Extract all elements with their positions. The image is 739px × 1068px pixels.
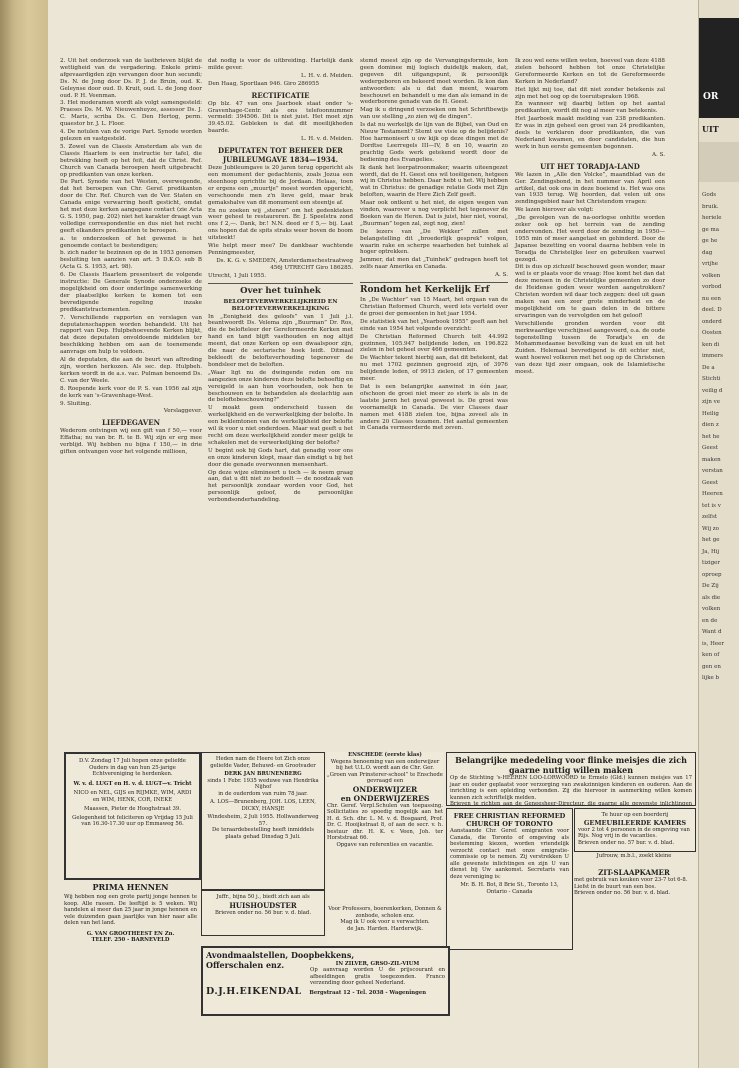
ad-phone: TELEF. 250 - BARNEVELD: [91, 937, 170, 943]
paragraph: U begint ook bij Gods hart, dat genadig voor ons en onze kinderen klopt, maar dan eindigt u bij het door die genade overwonnen mensenhart.: [208, 447, 353, 468]
ad-tail: Brieven onder no. 57 bur. v. d. blad.: [578, 839, 675, 846]
paragraph: 5. Zowel van de Classis Amsterdam als van de Classis Haarlem is een instructie ter tafel, die betrekking heeft op het feit, dat de Christ. Ref. Church van Canada beroepen heeft uitgebracht op predikanten van onze kerken.: [60, 143, 202, 178]
ad-body: Op aanvraag worden U de prijscourant en afbeeldingen gratis toegezonden. Franco verzending door geheel Nederland.: [310, 967, 445, 986]
ad-firm: G. VAN GROOTHEEST EN Zn.: [86, 930, 175, 937]
edge-line: heriele: [702, 215, 722, 221]
paragraph: Ik dank het leerpatroonmaker, waarin uiteengezet wordt, dat de H. Geest ons wil toeëigenen, hetgeen wij in Christus hebben. Daar hebt u het. Wij hebben wat in Christus: de genadige relatie Gods met Zijn beloften, waarin de Here Zich Zelf geeft.: [360, 164, 508, 199]
column-2: [208, 58, 353, 748]
newspaper-page: [48, 0, 698, 1068]
edge-line: deel. D: [702, 307, 722, 313]
ad-text: Mag ik U ook voor u verwachten.: [340, 919, 430, 925]
next-page-edge: [698, 0, 739, 1068]
ad-top: ENSCHEDE (eerste klas): [348, 752, 422, 758]
edge-line: bruik.: [702, 203, 719, 210]
paragraph: In „De Wachter” van 15 Maart, het orgaan van de Christian Reformed Church, werd iets verteld over de groei der gemeenten in het jaar 1954.: [360, 297, 508, 317]
ad-obituary: [201, 752, 325, 890]
edge-line: en de: [702, 617, 718, 624]
edge-line: het he: [702, 433, 720, 440]
edge-line: vorbod: [702, 284, 722, 290]
edge-line: verstan: [702, 468, 723, 474]
edge-line: volken: [702, 272, 721, 279]
heading-deputaten: DEPUTATEN TOT BEHEER DER JUBILEUMGAVE 1834—1934.: [218, 146, 343, 165]
ad-title: FREE CHRISTIAN REFORMED CHURCH OF TORONTO: [453, 812, 566, 828]
paragraph: Dat is een belangrijke aanwinst in één jaar, ofschoon de groei niet meer zo sterk is als in de laatste jaren het geval geweest is. De groei was voornamelijk in Canada. De vier Classes daar namen met 4188 zielen toe, bijna zoveel als in andere 20 Classes tezamen. Het aantal gemeenten in Canada vermeerderde met zeven.: [360, 383, 508, 432]
edge-line: immers: [702, 353, 723, 359]
paragraph: stemd moest zijn op de Vervangingsformule, kon geen dominee mij logisch duidelijk maken, dat, gegeven dit uitgangspunt, ik persoonlijk wedergeboren en bekeerd moet worden. Ik kon dan antwoorden: als u dat dan meent, waarom beschouwt en behandelt u me dan als iemand in de wederborene genade van de H. Geest.: [360, 58, 508, 106]
paragraph: En nu zoeken wij „stenen” om het gedenkteken weer geheel te restaureren. Br. J. Speelstra zond ons f 2,—. Dank, br.! N.N. deed er f 5,— bij. Laat ons hopen dat de spits straks weer boven de boom uitsteekt!: [208, 207, 353, 242]
paragraph: Op blz. 47 van ons Jaarboek staat onder 's-Gravenhage-Centr. als ons telefoonnummer vermeld: 394506. Dit is niet juist. Het moet zijn 39.45.02. Gebleken is dat dit moeilijkheden baarde.: [208, 100, 353, 135]
heading-kerkelijk-erf: Rondom het Kerkelijk Erf: [360, 285, 490, 296]
ad-kleine: [574, 853, 694, 867]
column-3: [360, 58, 508, 748]
signature: Ds. K. G. v. SMEDEN, Amsterdamschestraatweg 456j UTRECHT Giro 186285.: [216, 257, 353, 271]
ad-title: PRIMA HENNEN: [92, 882, 169, 892]
paragraph: In „Eenigheid des geloofs” van 1 Juli j.l. beantwoordt Ds. Velema zijn „Buurman” Dr. Ros, die de belofteleer der Gereformeerde Kerken met hand en tand blijft vasthouden en nog altijd meent, dat onze Kerken op een dwaalspoor zijn, die naar de sectarische hoek leidt. Ditmaal bekleedt de belofteverhouding tegenover de bondsleer met de beloften.: [208, 313, 353, 368]
ad-family-announcement: [64, 752, 201, 880]
edge-line: zijn ve: [702, 399, 721, 405]
edge-line: Geest: [702, 445, 718, 451]
ad-top: Te huur op een boerderij: [601, 812, 669, 818]
edge-line: maken: [702, 456, 721, 463]
ad-kamers: [574, 808, 696, 852]
ad-title: GEMEUBILEERDE KAMERS: [583, 818, 687, 827]
paragraph: Is dat nu werkelijk de lijn van de Bijbel, van Oud en Nieuw Testament? Stemt uw visie op de belijdenis? Hoe harmonieert u uw kijk op deze dingen met de Dordtse Leerregels III—IV, 8 en 10, waarin zo prachtig Gods werk getekend wordt door de bediening des Evangelies.: [360, 122, 508, 163]
ad-huishoudster: [201, 890, 325, 936]
ad-names: W. v. d. LUGT en H. v. d. LUGT—v. Tricht: [73, 780, 192, 787]
ad-text: in de ouderdom van ruim 78 jaar.: [218, 790, 308, 797]
edge-line: Ja, Hij: [702, 548, 720, 555]
masthead-block: [699, 18, 739, 118]
ad-body: Aanstaande Chr. Geref. emigranten voor Canada, die Toronto of omgeving als bestemming kiezen, worden vriendelijk verzocht contact met onze emigratie-commissie op te nemen. Zij verstrekken U alle gewenste inlichtingen en zijn U van dienst bij Uw aankomst. Secretaris van deze vereniging is:: [450, 828, 569, 880]
signature: A. S.: [494, 272, 508, 279]
paragraph: Ik zou wel eens willen weten, hoeveel van deze 4188 zielen behoord hebben tot onze Christelijke Gereformeerde Kerken en tot de Gereformeerde Kerken in Nederland?: [515, 58, 665, 85]
paragraph: 7. Verschillende rapporten en verslagen van deputatenschappen worden behandeld. Uit het rapport van Dep. Hulpbehoevende Kerken blijkt, dat deze deputaten onvoldoende middelen ter beschikking hebben om aan de toenemende aanvrage om hulp te voldoen.: [60, 314, 202, 356]
ad-body: met gebruik van keuken voor 23-7 tot 6-8. Liefst in de buurt van een bos.: [574, 877, 688, 890]
ad-brand: D.J.H.EIKENDAL: [206, 985, 302, 997]
heading-tuinhek: Over het tuinhek: [240, 285, 321, 296]
edge-line: is, Heer: [702, 640, 725, 647]
edge-line: De Zij: [702, 583, 719, 589]
paragraph: b. zich nader te bezinnen op de in 1953 genomen besluiting ten aanzien van art. 5 D.K.O. sub B (Acta G. S. 1953, art. 98).: [60, 250, 202, 271]
paragraph: 9. Sluiting.: [60, 400, 92, 407]
signature: L. H. v. d. Meiden.: [301, 72, 353, 79]
ad-text: De teraardebestelling heeft inmiddels plaats gehad Dinsdag 5 Juli.: [212, 827, 314, 840]
ad-children: NICO en NEL, GIJS en RIJMKE, WIM, ARDI en WIM, HENK, COR, INEKE: [73, 790, 192, 803]
edge-line: dag: [702, 249, 713, 256]
edge-line: nu een: [702, 295, 721, 302]
ad-family: A. LOS—Brunenberg, JOH. LOS, LEEN, DICKY, HANSJE: [210, 799, 316, 812]
ad-title: ONDERWIJZER: [352, 784, 418, 794]
signature: A. S.: [651, 151, 665, 158]
address: Den Haag, Sportlaan 946. Giro 286955: [208, 80, 320, 87]
ad-tail: Brieven onder no. 56 bur. v. d. blad.: [574, 890, 671, 896]
heading-rectificatie: RECTIFICATIE: [251, 90, 310, 100]
ad-text: sinds 1 Febr. 1935 weduwe van Hendrika Nijhof: [207, 777, 319, 790]
ad-hennen: [64, 880, 197, 1040]
paragraph: En wanneer wij daarbij letten op het aantal predikanten, wordt dit nog al meer van betekenis.: [515, 101, 665, 115]
paragraph: „Waar ligt nu de dwingende reden om nu aangezien onze kinderen deze belofte behoeftig en vereigeld is aan hun voorhouden, ook hen te beschouwen en te behandelen als deelachtig aan de beloftebeschouwing?”: [208, 369, 353, 404]
edge-line: oproep: [702, 571, 722, 578]
signature: L. H. v. d. Meiden.: [301, 136, 353, 143]
edge-line: De a: [702, 364, 715, 371]
dateline: Utrecht, 1 Juli 1955.: [208, 272, 267, 279]
photo-fragment: [699, 142, 739, 182]
paragraph: 3. Het moderamen wordt als volgt samengesteld: Praeses Ds. M. W. Nieuwenhuyze, assessor Ds. J. C. Maris, scriba Ds. C. Den Hertog, perm. quaestor br. J. L. Floor.: [60, 100, 202, 128]
heading-toradja: UIT HET TORADJA-LAND: [540, 161, 640, 171]
paragraph: Op deze wijze elimineert u toch — ik neem graag aan, dat u dit niet zo bedoelt — de noodzaak van het persoonlijk zondaar worden voor God, het persoonlijk geloof, de persoonlijke verbondsonderhandeling.: [208, 469, 353, 504]
ad-address: Mr. B. H. Bot, 8 Brie St., Toronto 13, Ontario - Canada: [460, 882, 559, 895]
column-4: [515, 58, 665, 748]
ad-address: Bergstraat 12 - Tel. 2038 - Wageningen: [309, 989, 427, 996]
paragraph: Verschillende gronden worden voor dit merkwaardige verschijnsel aangevoerd, o.a. de oude tegenstelling tussen de Toradja's en de Mohammedaanse bevolking van de kust en uit het Zuiden. Helemaal bevredigend is dit echter niet, want hoewel volkeren met het oog op de Christenen van deze tijd zeer omgaan, ook de Islamietische moest.: [515, 320, 665, 376]
edge-line: vrijhe: [702, 261, 718, 267]
edge-line: Want d: [702, 629, 722, 635]
edge-line: zelfst: [702, 514, 717, 520]
ad-enschede: [327, 752, 443, 904]
signature: Verslaggever.: [163, 408, 202, 415]
edge-line: als die: [702, 594, 721, 601]
paragraph: Het lijkt mij toe, dat dit niet zonder betekenis zal zijn met het oog op de toeruitspraken 1968.: [515, 86, 665, 100]
paragraph: 4. De notulen van de vorige Part. Synode worden gelezen en vastgesteld.: [60, 129, 202, 142]
paragraph: De lezers van „De Wekker” zullen met belangstelling dit „broederlijk gesprek” volgen, waarin rake en scherpe waarheden het tuinhek al hoger optrekken.: [360, 228, 508, 256]
edge-line: lijke b: [702, 675, 720, 681]
paragraph: 8. Roepende kerk voor de P. S. van 1956 zal zijn de kerk van 's-Gravenhage-West.: [60, 385, 202, 399]
paragraph: „De gevolgen van de na-oorlogse onhitte worden zeker ook op het terrein van de zending ondervonden. Het werd door de zending in 1950—1955 min of meer aangetast en gehinderd. Door de Japanse bezetting en vooral daarna hebben vele in Toradja de Christelijke leer en gebruiken vaarwel gezegd.: [515, 215, 665, 263]
masthead-strip: UIT: [702, 124, 719, 134]
heading-liefdegaven: LIEFDEGAVEN: [102, 418, 160, 428]
paragraph: a. te onderzoeken of het gewenst is het genoemde contact te bestendigen;: [60, 235, 202, 249]
edge-line: Stichti: [702, 376, 721, 382]
paragraph: Maar ook ontkent u het niet, de eigen wegen van vinden, waarover u nog verplicht het tegenover de Boeken van de Heren. Dat is juist, hier niet, vooral, „Buurman” tegen zal, zegt nog, zien!: [360, 200, 508, 227]
paragraph: De statistiek van het „Yearbook 1955” geeft aan het einde van 1954 het volgende overzicht:: [360, 318, 508, 332]
ad-title: HUISHOUDSTER: [229, 900, 297, 910]
subheading-tuinhek: BELOFTEVERWERKELIJKHEID EN BELOFTEVERWERKELIJKING: [223, 298, 338, 312]
ad-eikendal: [201, 946, 450, 1016]
ad-text: Opgave van referenties en vacantie.: [336, 841, 434, 848]
edge-line: gen en: [702, 663, 721, 670]
ad-title: Avondmaalstellen, Doopbekkens,: [206, 950, 355, 960]
edge-line: het ge: [702, 537, 720, 543]
paragraph: Het Jaarboek maakt melding van 238 predikanten. Er was in zijn geheel een groei van 24 predikanten, deels te verklaren door predikanten, die van Nederland kwamen, en door candidaten, die hun werk in hun eerste gemeenten begonnen.: [515, 116, 665, 150]
edge-line: tet is v: [702, 502, 721, 509]
masthead-letters: OR: [703, 92, 719, 102]
edge-line: ge he: [702, 238, 718, 244]
ad-text: Chr. Geref. Verpl.Schulen van toepassing. Sollicitaties zo spoedig mogelijk aan het H. d. Sch. dhr. L. M. v. d. Bosgaard, Prof. Dr. C. Hooijkstraat 8, of aan de secr. v. h. bestuur dhr. H. K. v. Veen, Joh. ter Horststraat 66.: [327, 802, 443, 841]
ad-zit-slaapkamer: [574, 868, 694, 948]
book-binding: [0, 0, 48, 1068]
ad-text: Voor Professors, boerenkerken, Donnen & zonbode, scholen enz.: [328, 906, 442, 919]
edge-line: ge ma: [702, 226, 720, 233]
ad-title: en ONDERWIJZERES: [340, 793, 430, 803]
paragraph: De Christian Reformed Church telt 44.992 gezinnen, 105.947 belijdende leden, en 196.822 zielen in het geheel over 466 gemeenten.: [360, 333, 508, 354]
edge-line: onderd: [702, 318, 722, 325]
paragraph: We lazen in „Alle den Volcke”, maandblad van de Ger. Zendingsbond, in het nummer van April een artikel, dat ook ons in deze boeiend is. Het was ons van 1935 terug. Wij hoorden, dat velen uit ons zendingsgebied naar het Christendom vragen:: [515, 171, 665, 206]
ad-title: Offerschalen enz.: [206, 959, 285, 970]
edge-line: Heeren: [702, 491, 723, 497]
edge-line: veilig d: [702, 387, 723, 394]
edge-line: ken di: [702, 341, 720, 348]
ad-subtitle: IN ZILVER, GRSO-ZIL-VIUM: [335, 960, 420, 967]
paragraph: Al de deputaten, die aan de beurt van aftreding zijn, worden herkozen. Als sec. dep. Hulpbeh. kerken wordt in de a.s. vac. Pulman benoemd Ds. C. van der Weele.: [60, 357, 202, 384]
ad-body: Wij hebben nog een grote partij jonge hennen te koop. Alle rassen. De leeftijd is 5 weken. Wij handelen al meer dan 25 jaar in jonge hennen en vele duizenden gaan jaarlijks van hier naar alle delen van het land.: [64, 894, 197, 926]
edge-line: Gods: [702, 192, 717, 198]
paragraph: De Part. Synode van het Westen, overwegende, dat het beroepen van Chr. Geref. predikanten door de Chr. Ref. Church van de Ver. Staten en Canada enige verwarring heeft gesticht, omdat het met deze kerken aangegane contact (zie Acta G. S. 1950, pag. 202) niet het karakter draagt van volledige correspondentie en dus niet het recht geeft elkanders predikanten te beroepen.: [60, 179, 202, 234]
edge-line: Heilig: [702, 410, 719, 417]
ad-text: Wegens benoeming van een onderwijzer bij het U.L.O. wordt aan de Chr. Ger. „Groen van Prinsterer-school” te Enschede gevraagd een: [327, 758, 443, 784]
ad-text: Gelegenheid tot feliciteren op Vrijdag 15 Juli van 16.30-17.30 uur op Emmaweg 56.: [72, 814, 193, 827]
paragraph: Wie helpt meer mee? De dankbaar wachtende Penningmeester,: [208, 243, 353, 256]
paragraph: U moakt geen onderscheid tussen de werkelijkheid en de verwerkelijking der belofte. In een beklemtonen van de werkelijkheid der belofte wil ik voor u niet onderdoen. Maar wat geeft u het recht om deze werkelijkheid zonder meer gelijk te schakelen met de verwerkelijking der belofte?: [208, 405, 353, 446]
ad-name: DERK JAN BRUNENBERG: [224, 771, 302, 777]
edge-text-column: [702, 190, 724, 685]
paragraph: De Wachter tekent hierbij aan, dat dit betekent, dat nu met 1702 gezinnen gegroeid zijn, of 3976 belijdende leden, of 9913 zielen, of 17 gemeenten meer.: [360, 355, 508, 383]
edge-line: Geest: [702, 479, 718, 486]
edge-line: Oosten: [702, 330, 722, 336]
paragraph: Mag ik u dringend verzoeken om het Schriftbewijs van uw stelling „zo zien wij de dingen”.: [360, 107, 508, 121]
ad-church-toronto: [446, 808, 573, 950]
ad-address: Maassen, Pieter de Hooghstraat 39.: [84, 806, 181, 812]
paragraph: Deze Jubileumgave is 20 jaren terug opgericht als een monument der gedachtenis, zoals Jozua een steenhoop oprichtte bij de Jordaan. Helaas, toen er ergens een „muurtje” moest worden opgericht, verschoonde men z'n lieve geld, maar brak gemakshalve van dit monument een steentje af.: [208, 165, 353, 206]
paragraph: 6. De Classis Haarlem presenteert de volgende instructie: De Generale Synode onderzoeke de mogelijkheid om door onderlinge samenwerking der plaatselijke kerken te komen tot een bevredigende regeling inzake predikantstractementen.: [60, 272, 202, 313]
edge-line: volken: [702, 606, 721, 612]
paragraph: Dit is dus op zichzelf beschouwd geen wonder, maar wel is er plaats voor de vraag: Hoe komt het dan dat deze mensen in de Christelijke gemeenten zo door de Heidense goden weer worden aangetrokken? Christen worden wil daar toch zeggen: deel uit gaan maken van een zeer grote minderheid en de mogelijkheid om te gaan delen in de bittere ervaringen van de vervolgden om het geloof!: [515, 264, 665, 319]
ad-meisjes: [446, 752, 696, 806]
column-1: [60, 58, 202, 828]
divider: [360, 282, 508, 283]
ad-text: Brieven onder no. 56 bur. v. d. blad.: [214, 909, 312, 916]
ad-text: de Jan. Harden. Harderwijk.: [346, 925, 423, 932]
ad-text: Heden nam de Heere tot Zich onze geliefde Vader, Behuwd- en Grootvader: [210, 756, 316, 769]
edge-line: dien z: [702, 422, 719, 428]
edge-line: tiziger: [702, 560, 721, 566]
ad-body: Op de Stichting 's-HEEREN LOO-LORWOORD te Ermelo (Gld.) kunnen meisjes van 17 jaar en ouder geplaatst voor verzorging van zwakzinnigen kinderen en ouderen. Aan de inrichting is een opleiding verbonden. Zij die hiervoor in aanmerking willen komen kunnen zich schriftelijk melden.: [450, 775, 692, 801]
paragraph: dat nodig is voor de uitbreiding. Hartelijk dank milde gever.: [208, 58, 353, 71]
ad-body: Brieven te richten aan de Geneesheer-Directeur, die gaarne alle gewenste inlichtingen: [450, 801, 692, 807]
ad-title: ZIT-SLAAPKAMER: [598, 868, 670, 877]
paragraph: Jammer, dat men dat „Tuinhek” gedragen heeft tot zelfs naar Amerika en Canada.: [360, 257, 508, 271]
paragraph: Wederom ontvingen wij een gift van f 50,— voor Effatha; nu van br. R. te B. Wij zijn er erg mee verblijd. Wij hebben nu bijna f 150,— in drie giften ontvangen voor het volgende millioen,: [60, 428, 202, 456]
edge-line: Wij zo: [702, 525, 719, 532]
paragraph: 2. Uit het onderzoek van de lastbrieven blijkt de wettigheid van de vergadering. Enkele primi-afgevaardigden zijn vervangen door hun secundi; Ds. N. de Jong door Ds. P. J. de Bruin, oud. K. Geleynse door oud. D. Kruit, oud. L. de Jong door oud. P. H. Veenman.: [60, 58, 202, 99]
ad-text: Jufrouw, m.b.l., zoekt kleine: [596, 853, 672, 859]
ad-body: voor 2 tot 4 personen in de omgeving van Rijs. Nog vrij in de vacanties.: [578, 826, 690, 839]
ad-text: D.V. Zondag 17 Juli hopen onze geliefde Ouders in dag van hun 25-jarige Echtvereniging te herdenken.: [79, 758, 186, 777]
ad-boeken: [327, 906, 443, 944]
paragraph: We lazen hierover als volgt:: [515, 207, 594, 214]
edge-line: ken of: [702, 652, 720, 658]
divider: [208, 283, 353, 284]
ad-text: Juffr., bijna 50 j., biedt zich aan als: [216, 894, 310, 900]
ad-title: Belangrijke mededeling voor flinke meisjes die zich gaarne nuttig willen maken: [455, 755, 687, 775]
ad-text: Windesheim, 2 Juli 1955. Hollwanderweg 57.: [207, 814, 319, 827]
